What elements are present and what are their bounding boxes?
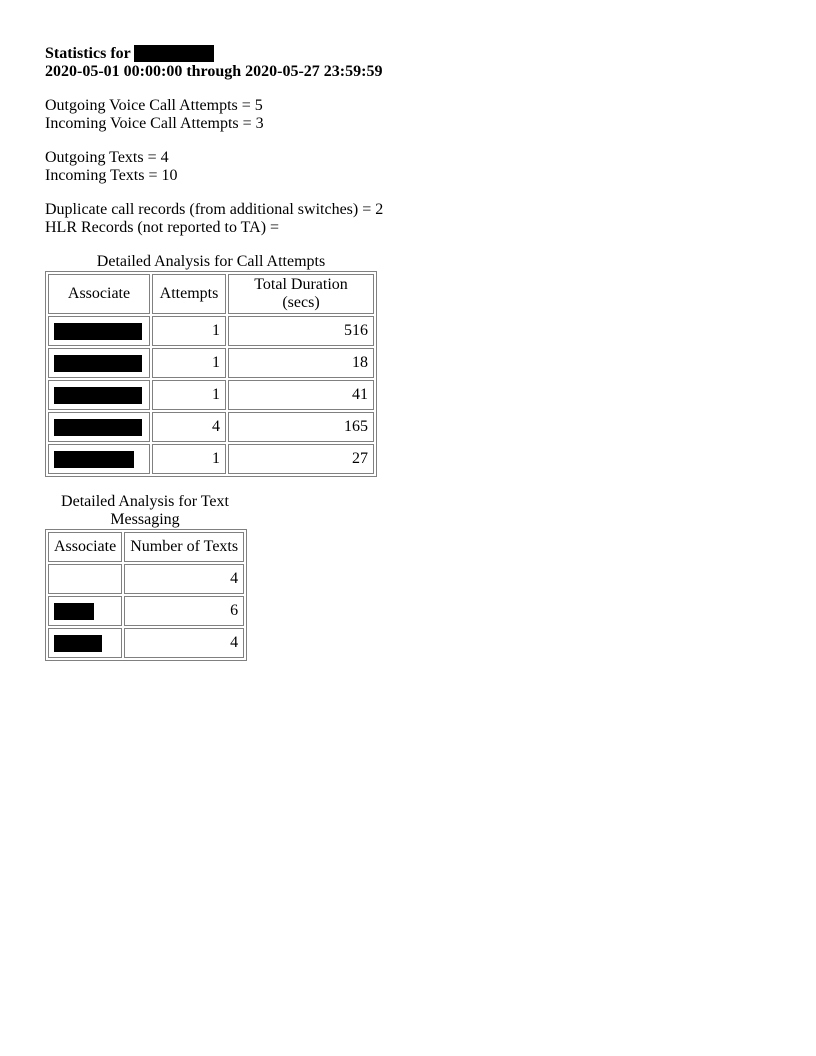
duration-cell: 18 [228, 348, 374, 378]
hlr-records: HLR Records (not reported to TA) = [45, 219, 280, 236]
attempts-cell: 4 [152, 412, 226, 442]
statistics-label: Statistics for [45, 45, 131, 62]
column-header-attempts: Attempts [152, 274, 226, 314]
text-count-cell: 6 [124, 596, 244, 626]
table-row [48, 348, 374, 378]
redacted-associate-block [54, 635, 102, 652]
voice-call-summary [45, 97, 785, 133]
associate-cell [48, 628, 122, 658]
table-header-row [48, 532, 244, 562]
redacted-associate-block [54, 323, 142, 340]
table-row [48, 628, 244, 658]
table-row [48, 596, 244, 626]
statistics-for-line [45, 45, 785, 63]
column-header-number-of-texts: Number of Texts [124, 532, 244, 562]
redacted-associate-block [54, 387, 142, 404]
redacted-associate-block [54, 419, 142, 436]
associate-cell [48, 596, 122, 626]
call-attempts-table [45, 253, 377, 477]
table-row [48, 564, 244, 594]
table-row [48, 380, 374, 410]
text-summary [45, 149, 785, 185]
call-attempts-caption: Detailed Analysis for Call Attempts [96, 253, 326, 270]
associate-cell [48, 444, 150, 474]
date-range: 2020-05-01 00:00:00 through 2020-05-27 23:59:59 [45, 63, 383, 80]
table-header-row [48, 274, 374, 314]
attempts-cell: 1 [152, 316, 226, 346]
duration-cell: 516 [228, 316, 374, 346]
text-count-cell: 4 [124, 628, 244, 658]
duration-cell: 27 [228, 444, 374, 474]
associate-cell [48, 412, 150, 442]
redacted-subject-block [134, 45, 214, 62]
redacted-associate-block [54, 603, 94, 620]
table-row [48, 316, 374, 346]
records-summary [45, 201, 785, 237]
associate-cell [48, 316, 150, 346]
associate-cell [48, 348, 150, 378]
associate-cell [48, 564, 122, 594]
associate-cell [48, 380, 150, 410]
redacted-associate-block [54, 355, 142, 372]
text-messaging-caption: Detailed Analysis for Text Messaging [61, 493, 229, 528]
text-count-cell: 4 [124, 564, 244, 594]
attempts-cell: 1 [152, 444, 226, 474]
column-header-associate: Associate [48, 532, 122, 562]
table-row [48, 444, 374, 474]
report-heading [45, 45, 785, 81]
column-header-total-duration: Total Duration (secs) [228, 274, 374, 314]
table-row [48, 412, 374, 442]
incoming-texts: Incoming Texts = 10 [45, 167, 178, 184]
report-page [45, 45, 785, 661]
attempts-cell: 1 [152, 380, 226, 410]
incoming-voice-attempts: Incoming Voice Call Attempts = 3 [45, 115, 264, 132]
column-header-associate: Associate [48, 274, 150, 314]
text-messaging-table [45, 493, 247, 661]
outgoing-voice-attempts: Outgoing Voice Call Attempts = 5 [45, 97, 263, 114]
attempts-cell: 1 [152, 348, 226, 378]
duplicate-call-records: Duplicate call records (from additional switches) = 2 [45, 201, 384, 218]
duration-cell: 165 [228, 412, 374, 442]
redacted-associate-block [54, 451, 134, 468]
outgoing-texts: Outgoing Texts = 4 [45, 149, 169, 166]
duration-cell: 41 [228, 380, 374, 410]
